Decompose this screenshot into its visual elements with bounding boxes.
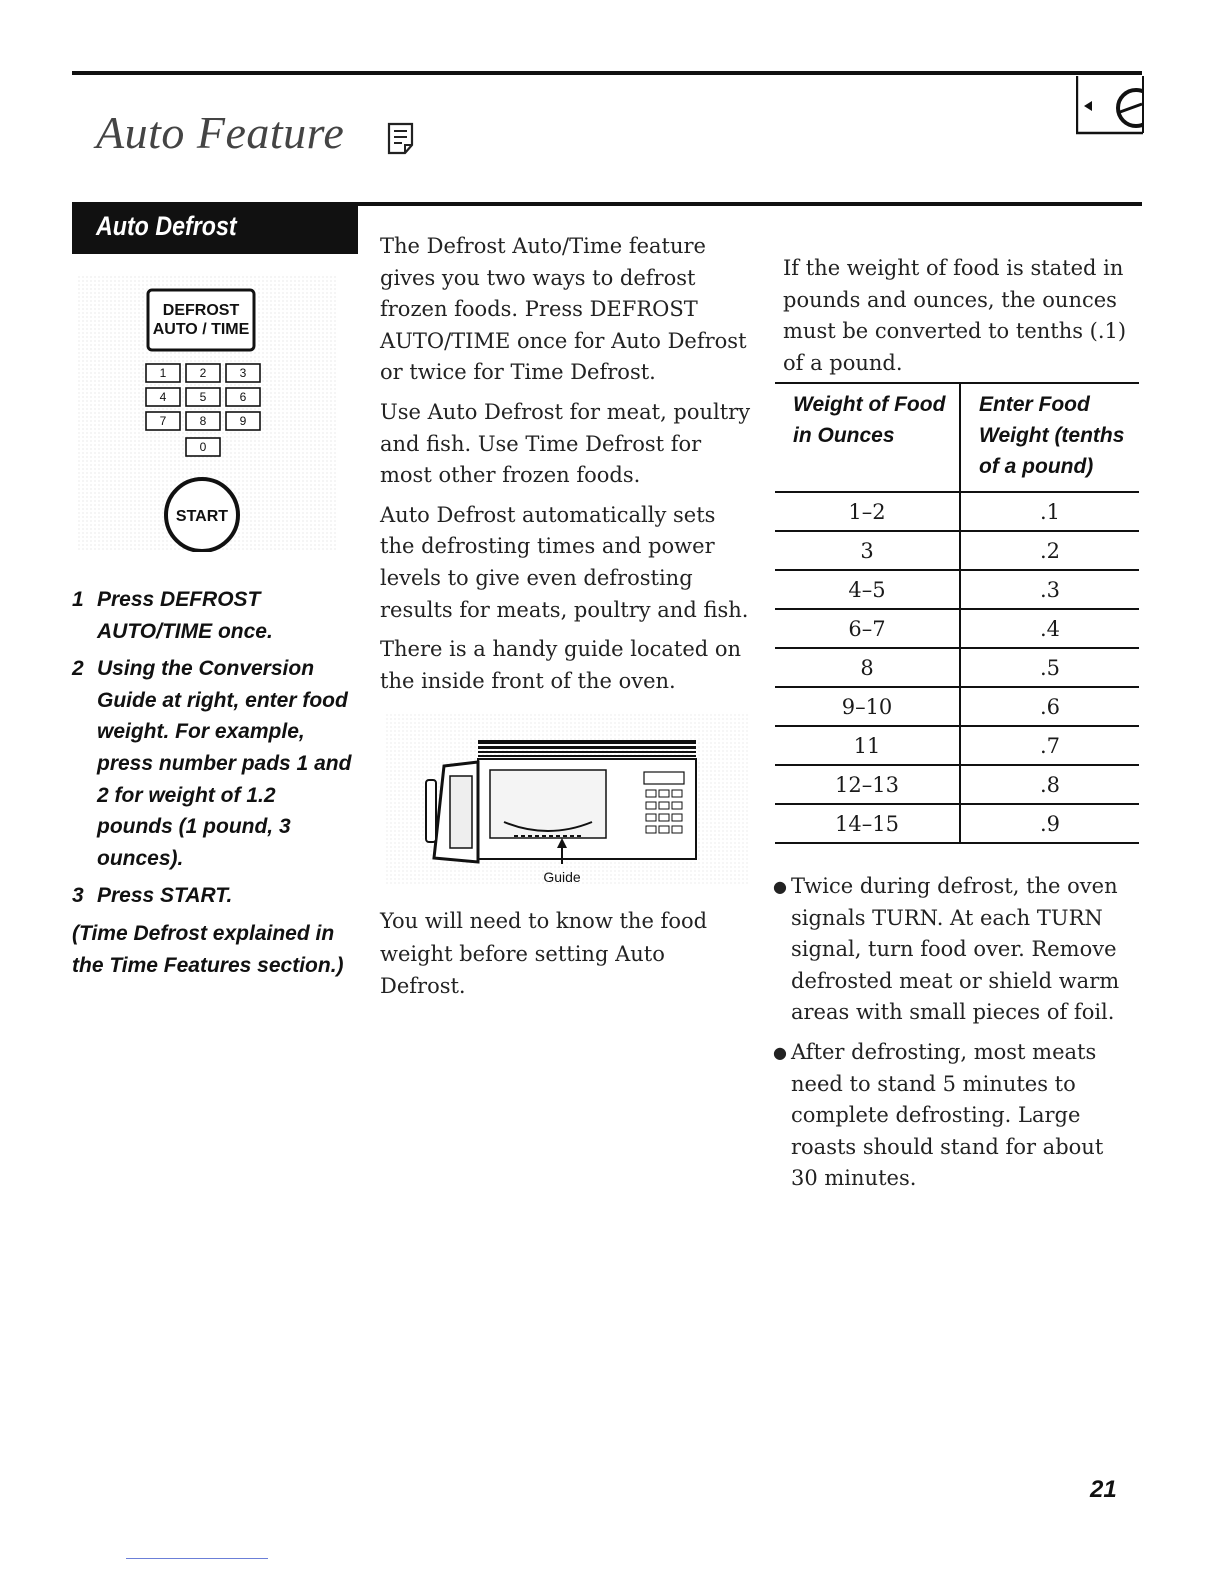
conversion-table (775, 382, 1139, 844)
svg-text:0: 0 (199, 440, 207, 454)
ounces-cell: 14–15 (775, 804, 960, 843)
footer-link-rule (126, 1558, 268, 1559)
steps-note: (Time Defrost explained in the Time Features section.) (72, 921, 344, 977)
tip-text: Twice during defrost, the oven signals TURN. At each TURN signal, turn food over. Remove defrosted meat or shield warm areas with small pieces of foil. (791, 874, 1120, 1025)
step-number: 2 (72, 657, 84, 681)
ounces-cell: 11 (775, 726, 960, 765)
weight-note: You will need to know the food weight before setting Auto Defrost. (380, 909, 708, 998)
tenths-cell: .9 (960, 804, 1139, 843)
step-3 (72, 880, 352, 912)
ounces-cell: 9–10 (775, 687, 960, 726)
step-text: Press DEFROST AUTO/TIME once. (97, 588, 273, 643)
intro-paragraph: Auto Defrost automatically sets the defrosting times and power levels to give even defrosting results for meats, poultry and fish. (380, 502, 749, 622)
table-row (775, 492, 1139, 531)
svg-text:4: 4 (159, 390, 167, 404)
top-rule (72, 71, 1142, 75)
svg-text:6: 6 (239, 390, 247, 404)
tenths-cell: .1 (960, 492, 1139, 531)
conversion-intro-text: If the weight of food is stated in pounds and ounces, the ounces must be converted to tenths (.1) of a pound. (783, 256, 1127, 375)
svg-text:9: 9 (239, 414, 247, 428)
svg-text:2: 2 (199, 366, 207, 380)
step-text: Using the Conversion Guide at right, enter food weight. For example, press number pads 1 and 2 for weight of 1.2 pounds (1 pound, 3 ounces). (97, 657, 352, 870)
table-header-row (775, 383, 1139, 492)
step-number: 1 (72, 588, 84, 611)
table-row (775, 609, 1139, 648)
start-label: START (175, 508, 229, 525)
ounces-cell: 3 (775, 531, 960, 570)
defrost-label-line2: AUTO / TIME (152, 321, 250, 338)
step-1 (72, 584, 352, 647)
microwave-illustration (386, 714, 748, 886)
tenths-cell: .3 (960, 570, 1139, 609)
step-2 (72, 653, 352, 874)
ounces-cell: 8 (775, 648, 960, 687)
tip-text: After defrosting, most meats need to stand 5 minutes to complete defrosting. Large roasts should stand for about 30 minutes. (791, 1039, 1104, 1191)
step-text: Press START. (97, 884, 233, 908)
svg-text:7: 7 (159, 414, 167, 428)
table-row (775, 648, 1139, 687)
tenths-cell: .8 (960, 765, 1139, 804)
intro-text (380, 231, 755, 705)
table-row (775, 687, 1139, 726)
intro-paragraph: The Defrost Auto/Time feature gives you two ways to defrost frozen foods. Press DEFROST AUTO/TIME once for Auto Defrost or twice for Time Defrost. (380, 234, 747, 385)
tenths-cell: .2 (960, 531, 1139, 570)
guide-label: Guide (543, 869, 581, 885)
step-number: 3 (72, 884, 84, 908)
tenths-cell: .4 (960, 609, 1139, 648)
bullet-icon: ● (773, 877, 787, 896)
svg-text:1: 1 (159, 366, 167, 380)
section-rule (358, 202, 1142, 206)
bullet-icon: ● (773, 1042, 787, 1062)
note-icon (386, 122, 416, 156)
steps-list (72, 584, 352, 981)
section-title: Auto Defrost (96, 211, 237, 241)
table-row (775, 804, 1139, 843)
ounces-cell: 12–13 (775, 765, 960, 804)
defrost-auto-time-button (148, 290, 254, 350)
tenths-cell: .7 (960, 726, 1139, 765)
intro-paragraph: Use Auto Defrost for meat, poultry and fish. Use Time Defrost for most other frozen foods. (380, 399, 751, 488)
defrost-label-line1: DEFROST (162, 302, 240, 319)
ounces-cell: 4–5 (775, 570, 960, 609)
conversion-intro (783, 253, 1128, 379)
tenths-cell: .6 (960, 687, 1139, 726)
tenths-cell: .5 (960, 648, 1139, 687)
table-row (775, 570, 1139, 609)
intro-paragraph: There is a handy guide located on the inside front of the oven. (380, 637, 742, 693)
table-row (775, 531, 1139, 570)
clock-timer-icon (1076, 74, 1144, 136)
svg-text:8: 8 (199, 414, 207, 428)
tips-list (772, 871, 1132, 1203)
column-header-ounces: Weight of Food in Ounces (775, 383, 960, 492)
control-panel-illustration (78, 276, 336, 552)
ounces-cell: 6–7 (775, 609, 960, 648)
ounces-cell: 1–2 (775, 492, 960, 531)
column-header-tenths: Enter Food Weight (tenths of a pound) (960, 383, 1139, 492)
page-number: 21 (1090, 1476, 1117, 1503)
list-item (772, 871, 1132, 1029)
svg-text:5: 5 (199, 390, 207, 404)
table-row (775, 765, 1139, 804)
list-item (772, 1037, 1132, 1195)
page-title: Auto Feature (96, 107, 345, 158)
table-row (775, 726, 1139, 765)
svg-text:3: 3 (239, 366, 247, 380)
